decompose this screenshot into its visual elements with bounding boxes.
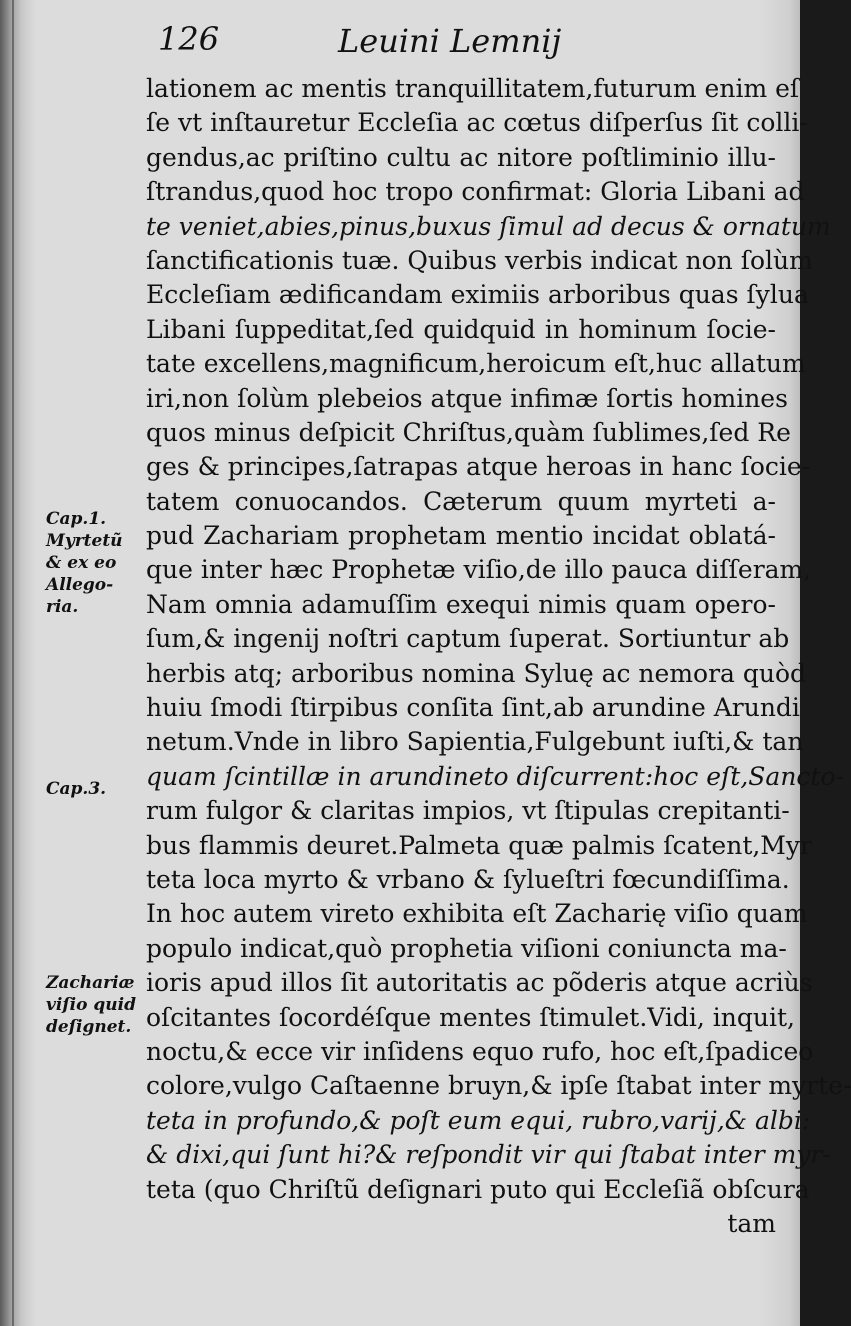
text-line: que inter hæc Prophetæ viſio,de illo pauca diſſeram, [146, 555, 812, 585]
text-line: netum.Vnde in libro Sapientia,Fulgebunt iuſti,& tan [146, 727, 804, 757]
text-line: herbis atq; arboribus nomina Syluę ac nemora quòd [146, 658, 807, 688]
text-line: teta loca myrto & vrbano & ſylueſtri fœcundiſſima. [146, 864, 790, 894]
text-line: ſum,& ingenij noſtri captum ſuperat. Sortiuntur ab [146, 624, 790, 654]
margin-note-zachariae [46, 972, 142, 1038]
margin-note-line: ria. [46, 597, 79, 617]
running-title: Leuini Lemnij [338, 22, 562, 60]
text-line: ſanctificationis tuæ. Quibus verbis indicat non ſolùm [146, 245, 813, 275]
text-line: quam ſcintillæ in arundineto diſcurrent:hoc eſt,Sancto- [146, 761, 844, 791]
text-line: populo indicat,quò prophetia viſioni coniuncta ma- [146, 933, 787, 963]
margin-note-cap1 [46, 508, 142, 618]
text-line: teta in profundo,& poſt eum equi, rubro,varij,& albi: [146, 1105, 811, 1135]
margin-note-line: Zachariæ [46, 973, 135, 993]
text-line: lationem ac mentis tranquillitatem,futurum enim eſ [146, 74, 800, 103]
text-line: rum fulgor & claritas impios, vt ſtipulas crepitanti- [146, 796, 790, 826]
catchword: tam [727, 1208, 776, 1238]
margin-note-line: & ex eo [46, 553, 117, 573]
text-line: te veniet,abies,pinus,buxus ſimul ad decus & ornatum [146, 211, 831, 241]
text-line: ioris apud illos ſit autoritatis ac põderis atque acriùs [146, 968, 813, 998]
text-line: teta (quo Chriſtũ deſignari puto qui Eccleſiã obſcura [146, 1174, 810, 1204]
text-line: tatem conuocandos. Cæterum quum myrteti a- [146, 486, 776, 516]
text-line: & dixi,qui ſunt hi?& reſpondit vir qui ſtabat inter myr- [146, 1140, 831, 1170]
text-line: Libani ſuppeditat,ſed quidquid in hominum ſocie- [146, 314, 776, 344]
text-line: ſtrandus,quod hoc tropo confirmat: Gloria Libani ad [146, 177, 805, 207]
margin-note-line: Myrtetũ [46, 531, 123, 551]
margin-note-line: deſignet. [46, 1017, 132, 1037]
margin-note-line: Cap.3. [46, 779, 107, 799]
margin-note-line: viſio quid [46, 995, 136, 1015]
text-line: gendus,ac priſtino cultu ac nitore poſtliminio illu- [146, 142, 776, 172]
text-line: bus flammis deuret.Palmeta quæ palmis ſcatent,Myr [146, 830, 812, 860]
text-line: ſe vt inſtauretur Eccleſia ac cœtus diſperſus ſit colli- [146, 108, 808, 138]
text-line: noctu,& ecce vir inſidens equo rufo, hoc eſt,ſpadiceo [146, 1036, 814, 1066]
text-line: Eccleſiam ædificandam eximiis arboribus quas ſylua [146, 280, 809, 310]
text-line: In hoc autem vireto exhibita eſt Zacharię viſio quam [146, 899, 808, 929]
body-text [146, 72, 851, 1241]
text-line: pud Zachariam prophetam mentio incidat oblatá- [146, 521, 776, 551]
page-number: 126 [158, 20, 220, 58]
text-line: tate excellens,magnificum,heroicum eſt,huc allatum [146, 349, 806, 379]
text-line: Nam omnia adamuſſim exequi nimis quam opero- [146, 589, 776, 619]
text-line: quos minus deſpicit Chriſtus,quàm ſublimes,ſed Re [146, 417, 791, 447]
text-line: colore,vulgo Caſtaenne bruyn,& ipſe ſtabat inter myrte- [146, 1071, 851, 1101]
text-line: oſcitantes ſocordéſque mentes ſtimulet.Vidi, inquit, [146, 1002, 795, 1032]
margin-note-line: Cap.1. [46, 509, 107, 529]
margin-notes [0, 0, 140, 1326]
text-line: iri,non ſolùm plebeios atque infimæ ſortis homines [146, 383, 788, 413]
margin-note-cap3 [46, 778, 142, 800]
text-line: huiu ſmodi ſtirpibus conſita ſint,ab arundine Arundi [146, 693, 800, 723]
text-line: ges & principes,ſatrapas atque heroas in hanc ſocie- [146, 452, 811, 482]
margin-note-line: Allego- [46, 575, 114, 595]
